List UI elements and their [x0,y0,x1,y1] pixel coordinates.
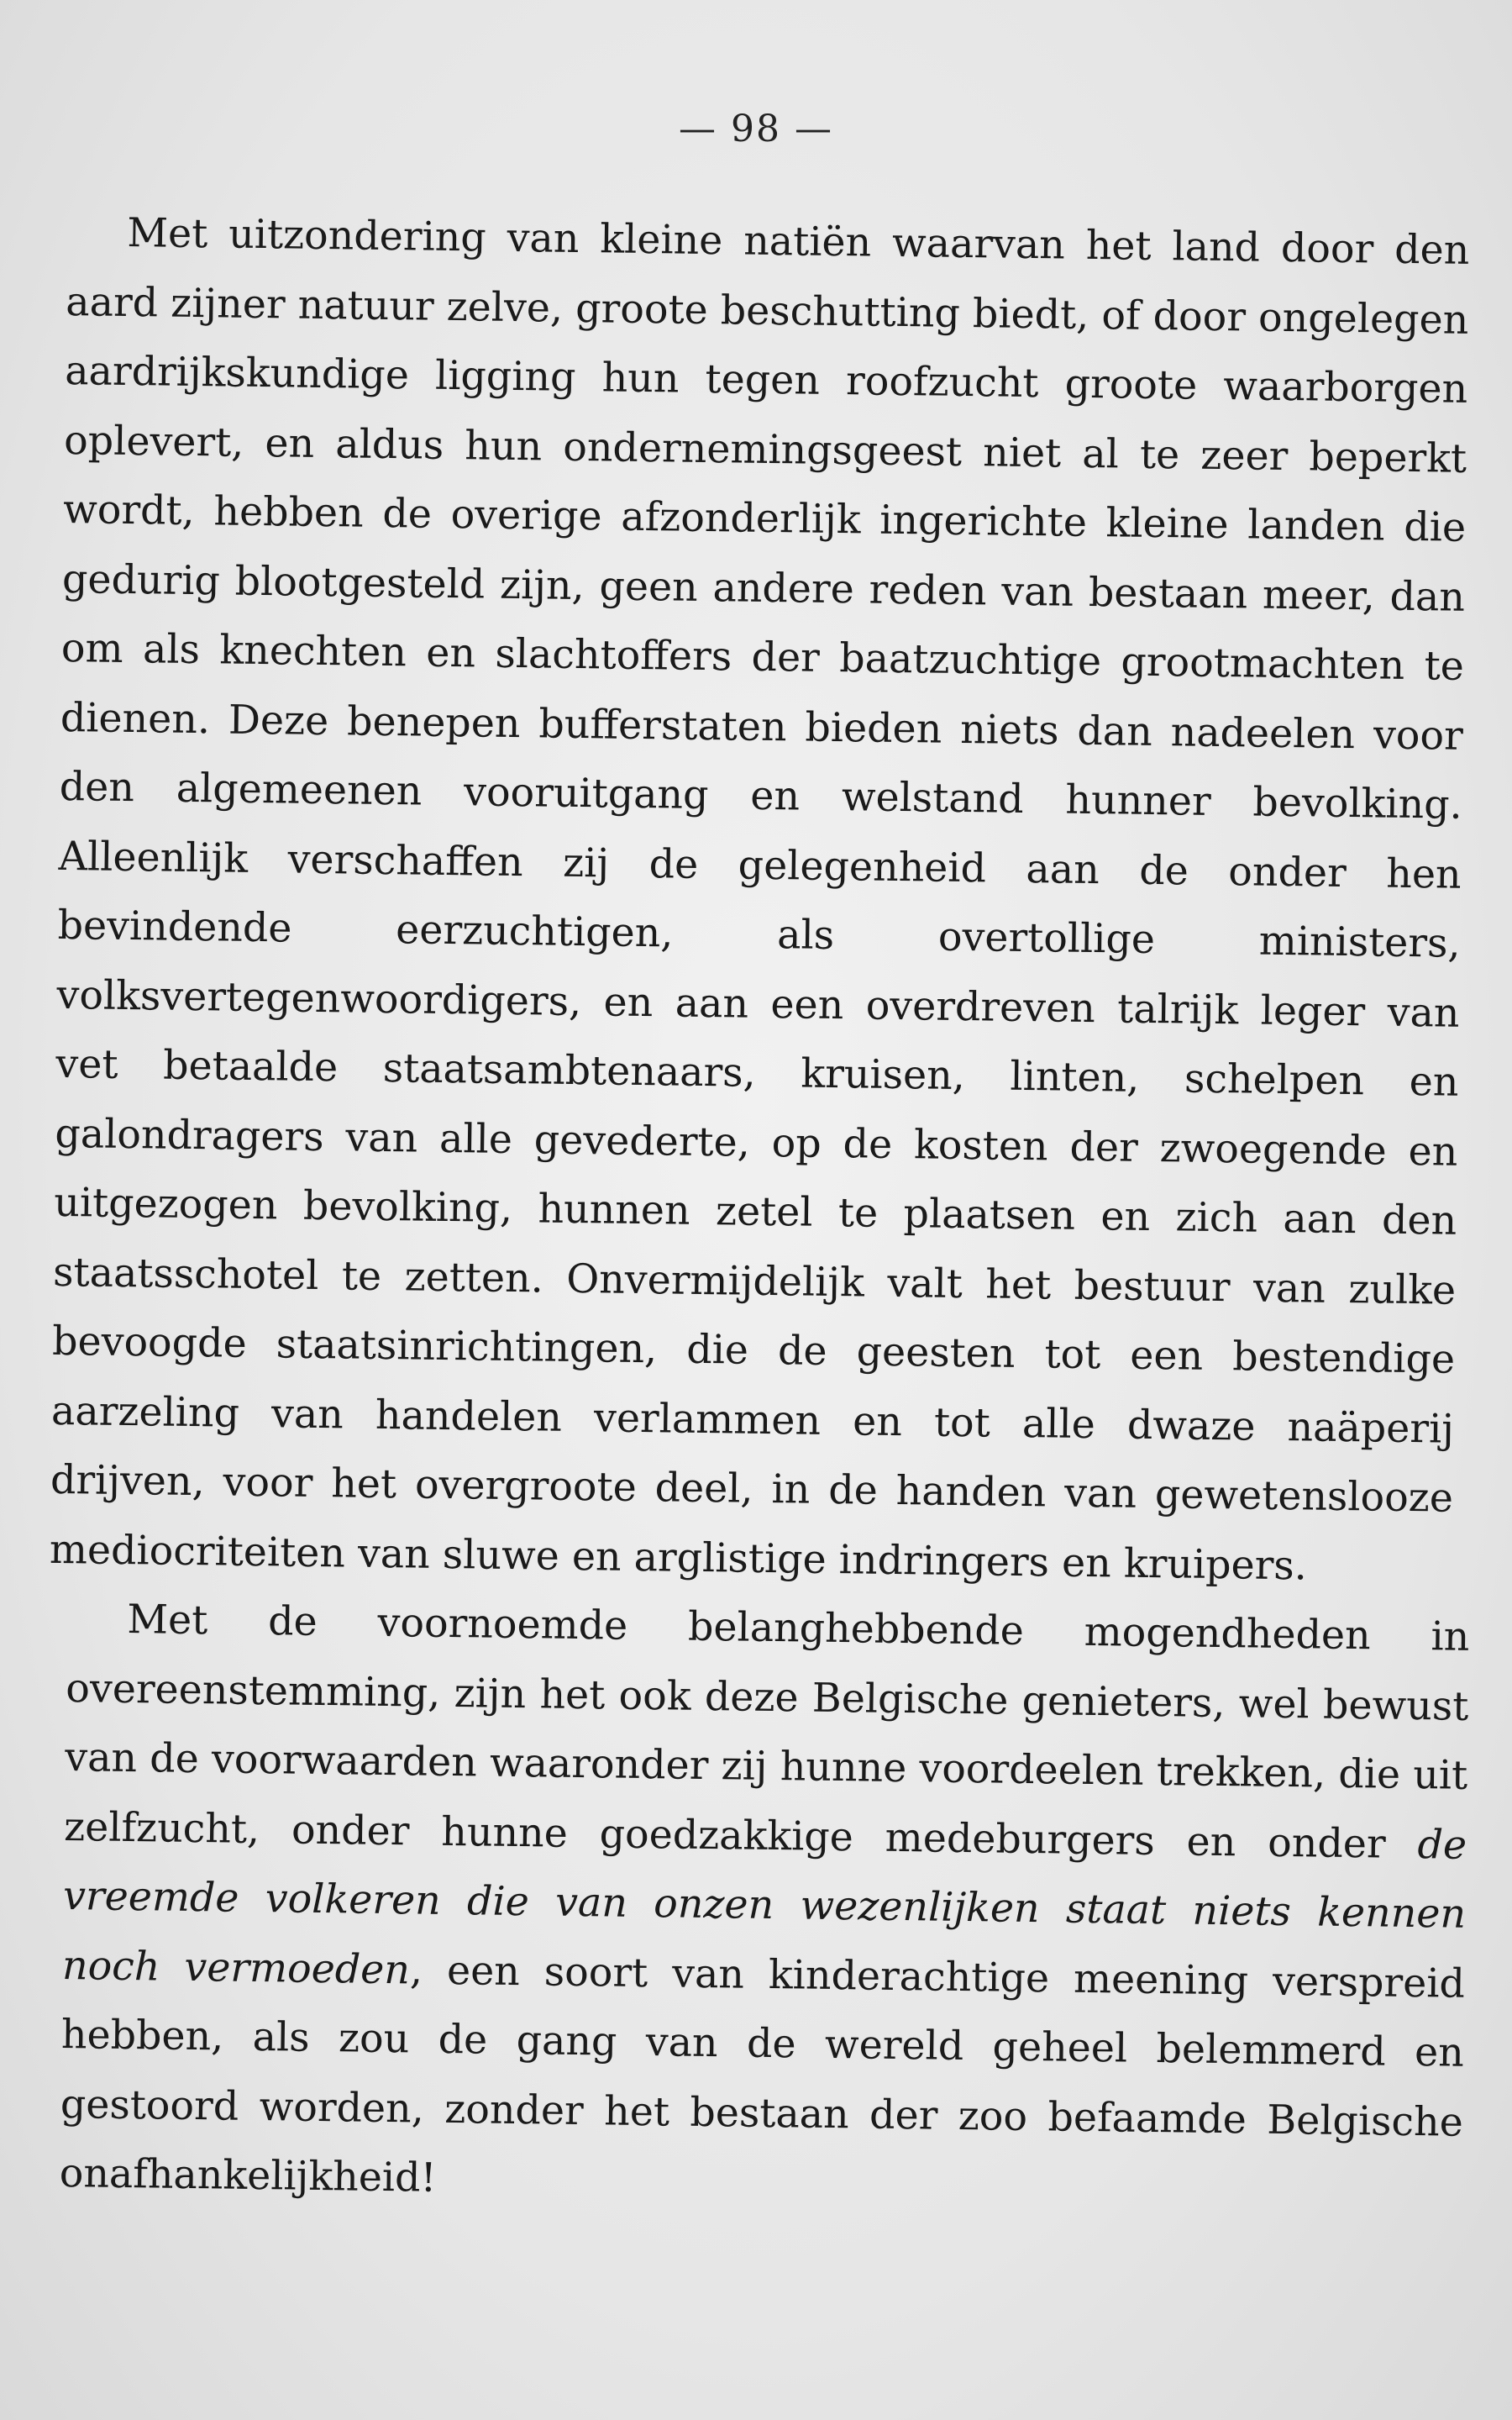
paragraph-1: Met uitzondering van kleine natiën waarvan het land door den aard zijner natuur zelve, groote beschutting biedt, of door ongelegen aardrijkskundige ligging hun tegen roofzucht groote waarborgen oplevert, en aldus hun ondernemingsgeest niet al te zeer beperkt wordt, hebben de overige afzonderlijk ingerichte kleine landen die gedurig blootgesteld zijn, geen andere reden van bestaan meer, dan om als knechten en slachtoffers der baatzuchtige grootmachten te dienen. Deze benepen bufferstaten bieden niets dan nadeelen voor den algemeenen vooruitgang en welstand hunner bevolking. Alleenlijk verschaffen zij de gelegenheid aan de onder hen bevindende eerzuchtigen, als overtollige ministers, volksvertegenwoordigers, en aan een overdreven talrijk leger van vet betaalde staatsambtenaars, kruisen, linten, schelpen en galondragers van alle gevederte, op de kosten der zwoegende en uitgezogen bevolking, hunnen zetel te plaatsen en zich aan den staatsschotel te zetten. Onvermijdelijk valt het bestuur van zulke bevoogde staatsinrichtingen, die de geesten tot een bestendige aarzeling van handelen verlammen en tot alle dwaze naäperij drijven, voor het overgroote deel, in de handen van gewetenslooze mediocriteiten van sluwe en arglistige indringers en kruipers. [49,209,1470,1589]
paragraph-2-text-end: , een soort van kinderachtige meening verspreid hebben, als zou de gang van de wereld geheel belemmerd en gestoord worden, zonder het bestaan der zoo befaamde Belgische onafhankelijkheid! [59,1946,1466,2202]
paragraph-2-italic-phrase: de vreemde volkeren die van onzen wezenlijken staat niets kennen noch vermoeden [61,1821,1467,1993]
paragraph-2-text-start: Met de voornoemde belanghebbende mogendheden in overeenstemming, zijn het ook deze Belgische genieters, wel bewust van de voorwaarden waaronder zij hunne voordeelen trekken, die uit zelfzucht, onder hunne goedzakkige medeburgers en onder [63,1596,1470,1868]
page-body [49,198,1470,2209]
page-number: — 98 — [679,108,833,150]
paragraph-2 [59,1585,1470,2227]
